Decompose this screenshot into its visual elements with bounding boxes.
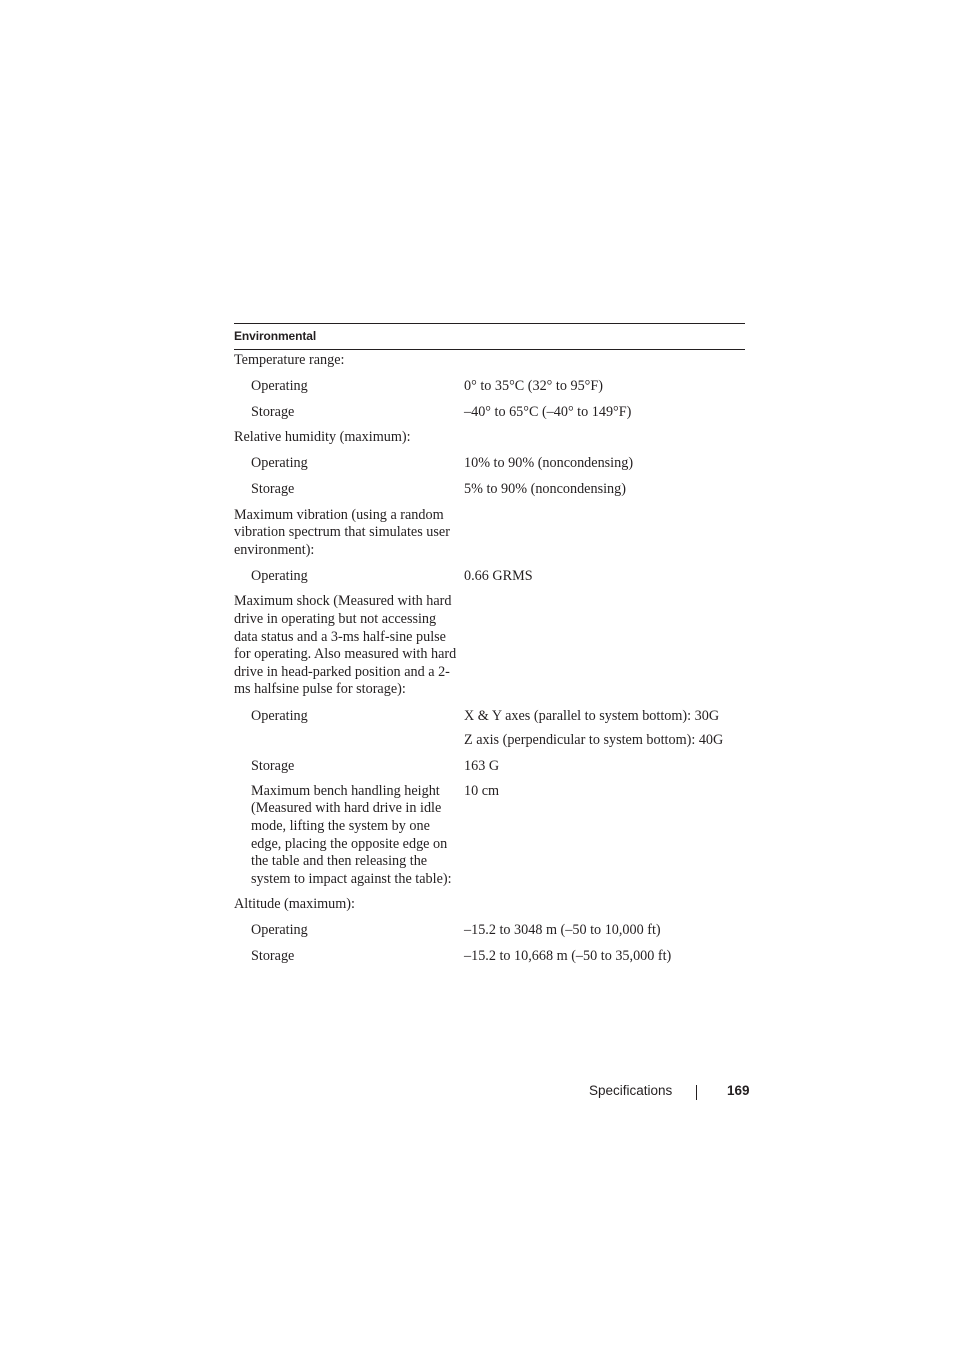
spec-row-vibration xyxy=(234,507,745,560)
spec-row-temperature-storage xyxy=(234,404,745,422)
row-label xyxy=(234,732,458,750)
spec-row-altitude xyxy=(234,896,745,914)
spec-row-humidity-operating xyxy=(234,455,745,473)
page-number: 169 xyxy=(727,1083,750,1098)
spec-row-shock-operating xyxy=(234,708,745,726)
row-value: X & Y axes (parallel to system bottom): 30G xyxy=(464,707,720,724)
spec-row-temperature-operating xyxy=(234,378,745,396)
row-label: Storage xyxy=(251,757,295,774)
spec-row-shock-operating-z xyxy=(234,732,745,750)
spec-row-altitude-operating xyxy=(234,922,745,940)
row-value: 10% to 90% (noncondensing) xyxy=(464,455,634,472)
row-label: Storage xyxy=(251,480,295,497)
row-label: Maximum vibration (using a random vibration spectrum that simulates user environment): xyxy=(234,506,450,558)
row-label: Maximum shock (Measured with hard drive in operating but not accessing data status and a 3-ms half-sine pulse for operating. Also measured with hard drive in head-parked position and a 2-ms halfsine pulse for storage): xyxy=(234,593,457,698)
row-value: 163 G xyxy=(464,757,500,774)
spec-row-temperature-range xyxy=(234,352,745,370)
row-label: Operating xyxy=(251,567,308,584)
row-label: Operating xyxy=(251,707,308,724)
spec-row-bench-handling xyxy=(234,783,745,889)
footer-section-name: Specifications xyxy=(589,1083,673,1098)
row-label: Operating xyxy=(251,921,308,938)
environmental-spec-table xyxy=(234,323,745,966)
heading-rule xyxy=(234,349,745,350)
row-value: 10 cm xyxy=(464,782,500,799)
row-label: Maximum bench handling height (Measured with hard drive in idle mode, lifting the system by one edge, placing the opposite edge on the table and then releasing the system to impact against the table): xyxy=(251,782,452,887)
spec-row-shock xyxy=(234,593,745,699)
row-label: Operating xyxy=(251,455,308,472)
row-value: Z axis (perpendicular to system bottom): 40G xyxy=(464,731,724,748)
spec-row-humidity-storage xyxy=(234,481,745,499)
spec-rows xyxy=(234,352,745,966)
spec-row-shock-storage xyxy=(234,758,745,776)
section-heading: Environmental xyxy=(234,329,317,343)
row-label: Storage xyxy=(251,403,295,420)
spec-row-vibration-operating xyxy=(234,568,745,586)
row-value: –40° to 65°C (–40° to 149°F) xyxy=(464,403,632,420)
row-value: 0.66 GRMS xyxy=(464,567,533,584)
row-label: Storage xyxy=(251,948,295,965)
row-value: 5% to 90% (noncondensing) xyxy=(464,480,626,497)
row-label: Altitude (maximum): xyxy=(234,895,355,912)
spec-row-humidity xyxy=(234,429,745,447)
row-value: –15.2 to 10,668 m (–50 to 35,000 ft) xyxy=(464,948,672,965)
row-value: –15.2 to 3048 m (–50 to 10,000 ft) xyxy=(464,921,661,938)
row-label: Relative humidity (maximum): xyxy=(234,429,411,446)
row-value: 0° to 35°C (32° to 95°F) xyxy=(464,378,603,395)
footer-separator xyxy=(696,1085,697,1100)
spec-row-altitude-storage xyxy=(234,948,745,966)
row-label: Operating xyxy=(251,378,308,395)
row-label: Temperature range: xyxy=(234,352,345,368)
